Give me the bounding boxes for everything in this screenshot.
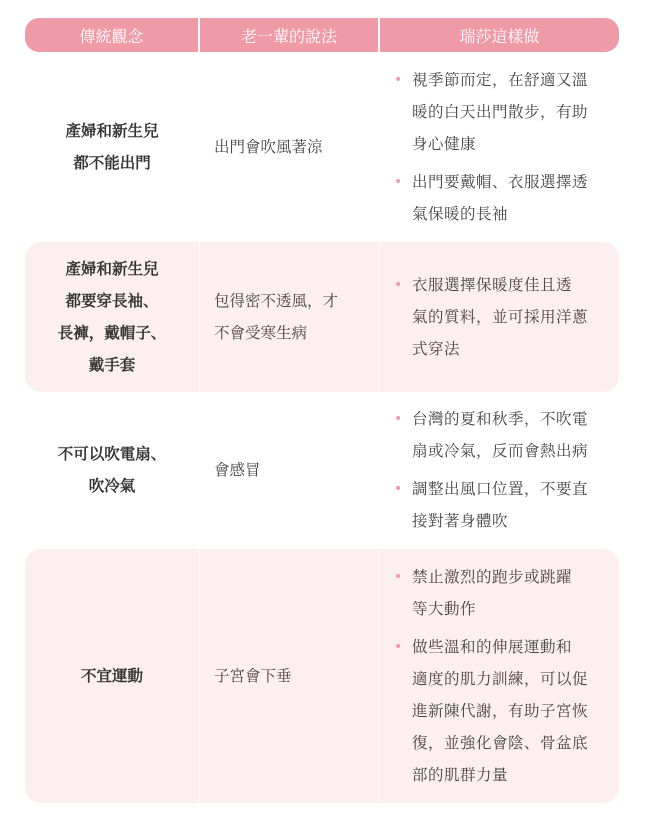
concept-line: 長褲，戴帽子、 (57, 324, 167, 342)
saying-cell (200, 549, 380, 803)
action-line: 氣的質料，並可採用洋蔥 (412, 308, 589, 326)
saying-line: 子宮會下垂 (214, 667, 292, 685)
concept-cell (25, 242, 200, 392)
saying-cell (200, 396, 380, 544)
concept-line: 戴手套 (88, 356, 136, 374)
header-what-rui-sha-does: 瑞莎這樣做 (459, 26, 540, 46)
action-line: 復，並強化會陰、骨盆底 (412, 734, 589, 752)
list-item (394, 473, 605, 537)
bullet-icon: • (394, 411, 403, 427)
action-line: 調整出風口位置，不要直 (412, 480, 589, 498)
saying-cell (200, 242, 380, 392)
action-line: 扇或冷氣，反而會熱出病 (412, 442, 589, 460)
concept-line: 吹冷氣 (88, 477, 136, 495)
action-line: 氣保暖的長袖 (412, 205, 509, 223)
concept-cell (25, 396, 200, 544)
action-line: 做些溫和的伸展運動和 (412, 638, 573, 656)
actions-cell (380, 58, 619, 236)
list-item (394, 269, 605, 365)
bullet-icon: • (394, 639, 403, 655)
table-row (25, 549, 619, 803)
action-line: 出門要戴帽、衣服選擇透 (412, 173, 589, 191)
concept-line: 不宜運動 (80, 667, 143, 685)
action-line: 式穿法 (412, 340, 461, 358)
list-item (394, 403, 605, 467)
list-item (394, 631, 605, 791)
table-row (25, 396, 619, 544)
concept-line: 不可以吹電扇、 (57, 445, 167, 463)
action-line: 接對著身體吹 (412, 512, 509, 530)
concept-line: 產婦和新生兒 (65, 260, 159, 278)
list-item (394, 561, 605, 625)
concept-line: 都要穿長袖、 (65, 292, 159, 310)
saying-cell (200, 58, 380, 236)
action-line: 進新陳代謝，有助子宮恢 (412, 702, 589, 720)
saying-line: 不會受寒生病 (214, 324, 308, 342)
concept-cell (25, 549, 200, 803)
action-line: 暖的白天出門散步，有助 (412, 103, 589, 121)
concept-line: 產婦和新生兒 (65, 122, 159, 140)
saying-line: 會感冒 (214, 461, 261, 479)
table-header (25, 18, 619, 52)
bullet-icon: • (394, 569, 403, 585)
bullet-icon: • (394, 277, 403, 293)
action-line: 衣服選擇保暖度佳且透 (412, 276, 573, 294)
saying-line: 包得密不透風，才 (214, 292, 339, 310)
bullet-icon: • (394, 72, 403, 88)
header-traditional-concept: 傳統觀念 (25, 18, 200, 52)
bullet-icon: • (394, 481, 403, 497)
list-item (394, 64, 605, 160)
saying-line: 出門會吹風著涼 (214, 138, 323, 156)
action-line: 部的肌群力量 (412, 766, 509, 784)
action-line: 適度的肌力訓練，可以促 (412, 670, 589, 688)
table-row (25, 58, 619, 236)
action-line: 等大動作 (412, 600, 477, 618)
concept-line: 都不能出門 (73, 154, 151, 172)
action-line: 禁止激烈的跑步或跳躍 (412, 568, 573, 586)
actions-cell (380, 396, 619, 544)
header-elder-saying: 老一輩的說法 (200, 18, 380, 52)
actions-cell (380, 242, 619, 392)
list-item (394, 166, 605, 230)
concept-cell (25, 58, 200, 236)
action-line: 視季節而定，在舒適又溫 (412, 71, 589, 89)
actions-cell (380, 549, 619, 803)
bullet-icon: • (394, 174, 403, 190)
action-line: 台灣的夏和秋季，不吹電 (412, 410, 589, 428)
action-line: 身心健康 (412, 135, 477, 153)
table-row (25, 242, 619, 392)
